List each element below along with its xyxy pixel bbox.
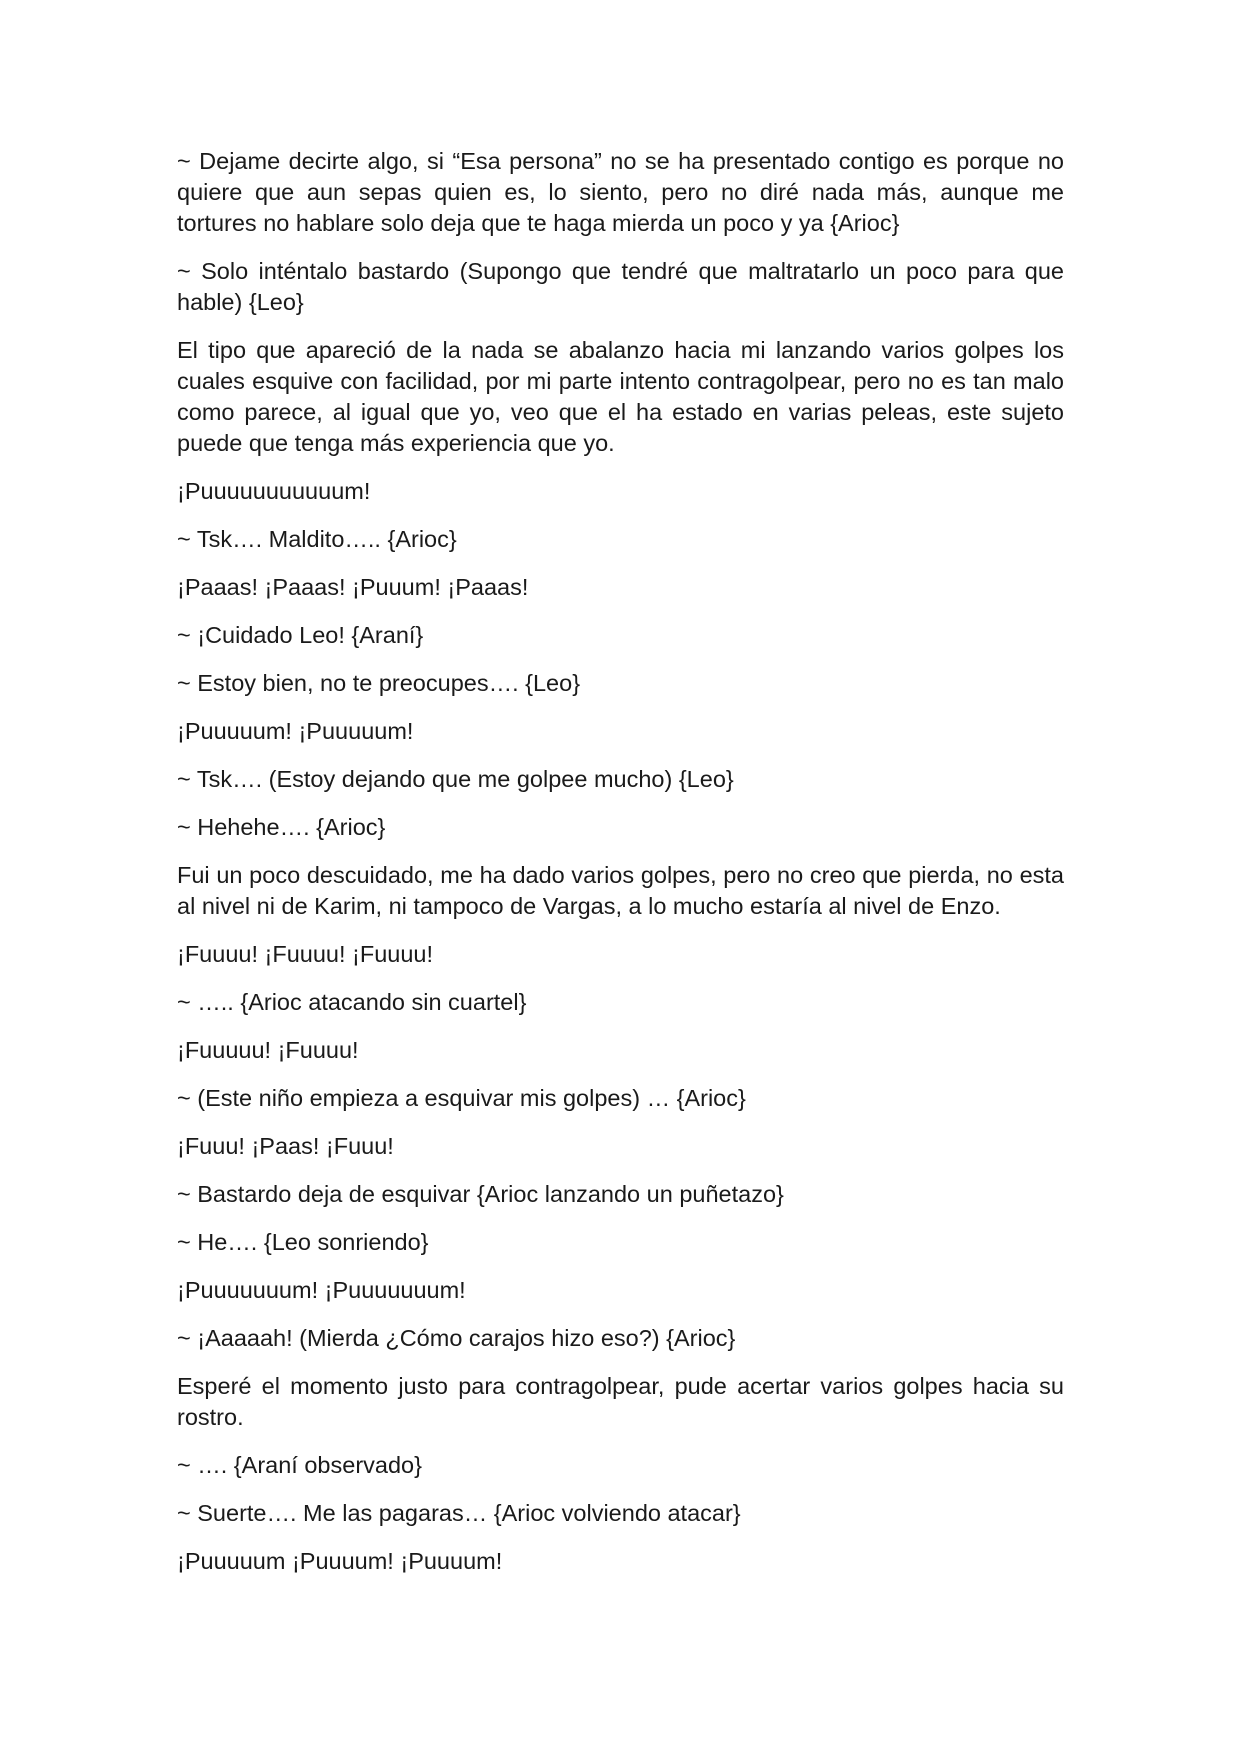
- paragraph: ~ ¡Aaaaah! (Mierda ¿Cómo carajos hizo eso?) {Arioc}: [177, 1325, 736, 1351]
- paragraph: ¡Fuuuu! ¡Fuuuu! ¡Fuuuu!: [177, 941, 434, 967]
- paragraph: ¡Puuuuum! ¡Puuuuum!: [177, 718, 414, 744]
- paragraph: ~ …. {Araní observado}: [177, 1452, 422, 1478]
- paragraph: ~ ….. {Arioc atacando sin cuartel}: [177, 989, 527, 1015]
- paragraph: ~ (Este niño empieza a esquivar mis golpes) … {Arioc}: [177, 1085, 746, 1111]
- paragraph: ¡Fuuuuu! ¡Fuuuu!: [177, 1037, 359, 1063]
- paragraph: ~ Estoy bien, no te preocupes…. {Leo}: [177, 670, 581, 696]
- paragraph: ~ Solo inténtalo bastardo (Supongo que tendré que maltratarlo un poco para que hable) {Leo}: [177, 258, 1064, 315]
- paragraph: Fui un poco descuidado, me ha dado varios golpes, pero no creo que pierda, no esta al nivel ni de Karim, ni tampoco de Vargas, a lo mucho estaría al nivel de Enzo.: [177, 862, 1064, 919]
- paragraph: ~ Tsk…. (Estoy dejando que me golpee mucho) {Leo}: [177, 766, 734, 792]
- document-body: [177, 146, 1064, 1594]
- paragraph: El tipo que apareció de la nada se abalanzo hacia mi lanzando varios golpes los cuales esquive con facilidad, por mi parte intento contragolpear, pero no es tan malo como parece, al igual que yo, veo que el ha estado en varias peleas, este sujeto puede que tenga más experiencia que yo.: [177, 337, 1064, 456]
- paragraph: ~ ¡Cuidado Leo! {Araní}: [177, 622, 424, 648]
- paragraph: ~ Tsk…. Maldito….. {Arioc}: [177, 526, 457, 552]
- paragraph: ¡Puuuuuuum! ¡Puuuuuuum!: [177, 1277, 466, 1303]
- paragraph: ¡Paaas! ¡Paaas! ¡Puuum! ¡Paaas!: [177, 574, 529, 600]
- paragraph: ¡Puuuuuuuuuuum!: [177, 478, 371, 504]
- paragraph: ~ Dejame decirte algo, si “Esa persona” no se ha presentado contigo es porque no quiere que aun sepas quien es, lo siento, pero no diré nada más, aunque me tortures no hablare solo deja que te haga mierda un poco y ya {Arioc}: [177, 148, 1064, 236]
- paragraph: ¡Puuuuum ¡Puuuum! ¡Puuuum!: [177, 1548, 503, 1574]
- paragraph: ~ Suerte…. Me las pagaras… {Arioc volviendo atacar}: [177, 1500, 741, 1526]
- paragraph: ~ Hehehe…. {Arioc}: [177, 814, 386, 840]
- paragraph: Esperé el momento justo para contragolpear, pude acertar varios golpes hacia su rostro.: [177, 1373, 1064, 1430]
- paragraph: ~ He…. {Leo sonriendo}: [177, 1229, 429, 1255]
- paragraph: ~ Bastardo deja de esquivar {Arioc lanzando un puñetazo}: [177, 1181, 784, 1207]
- paragraph: ¡Fuuu! ¡Paas! ¡Fuuu!: [177, 1133, 394, 1159]
